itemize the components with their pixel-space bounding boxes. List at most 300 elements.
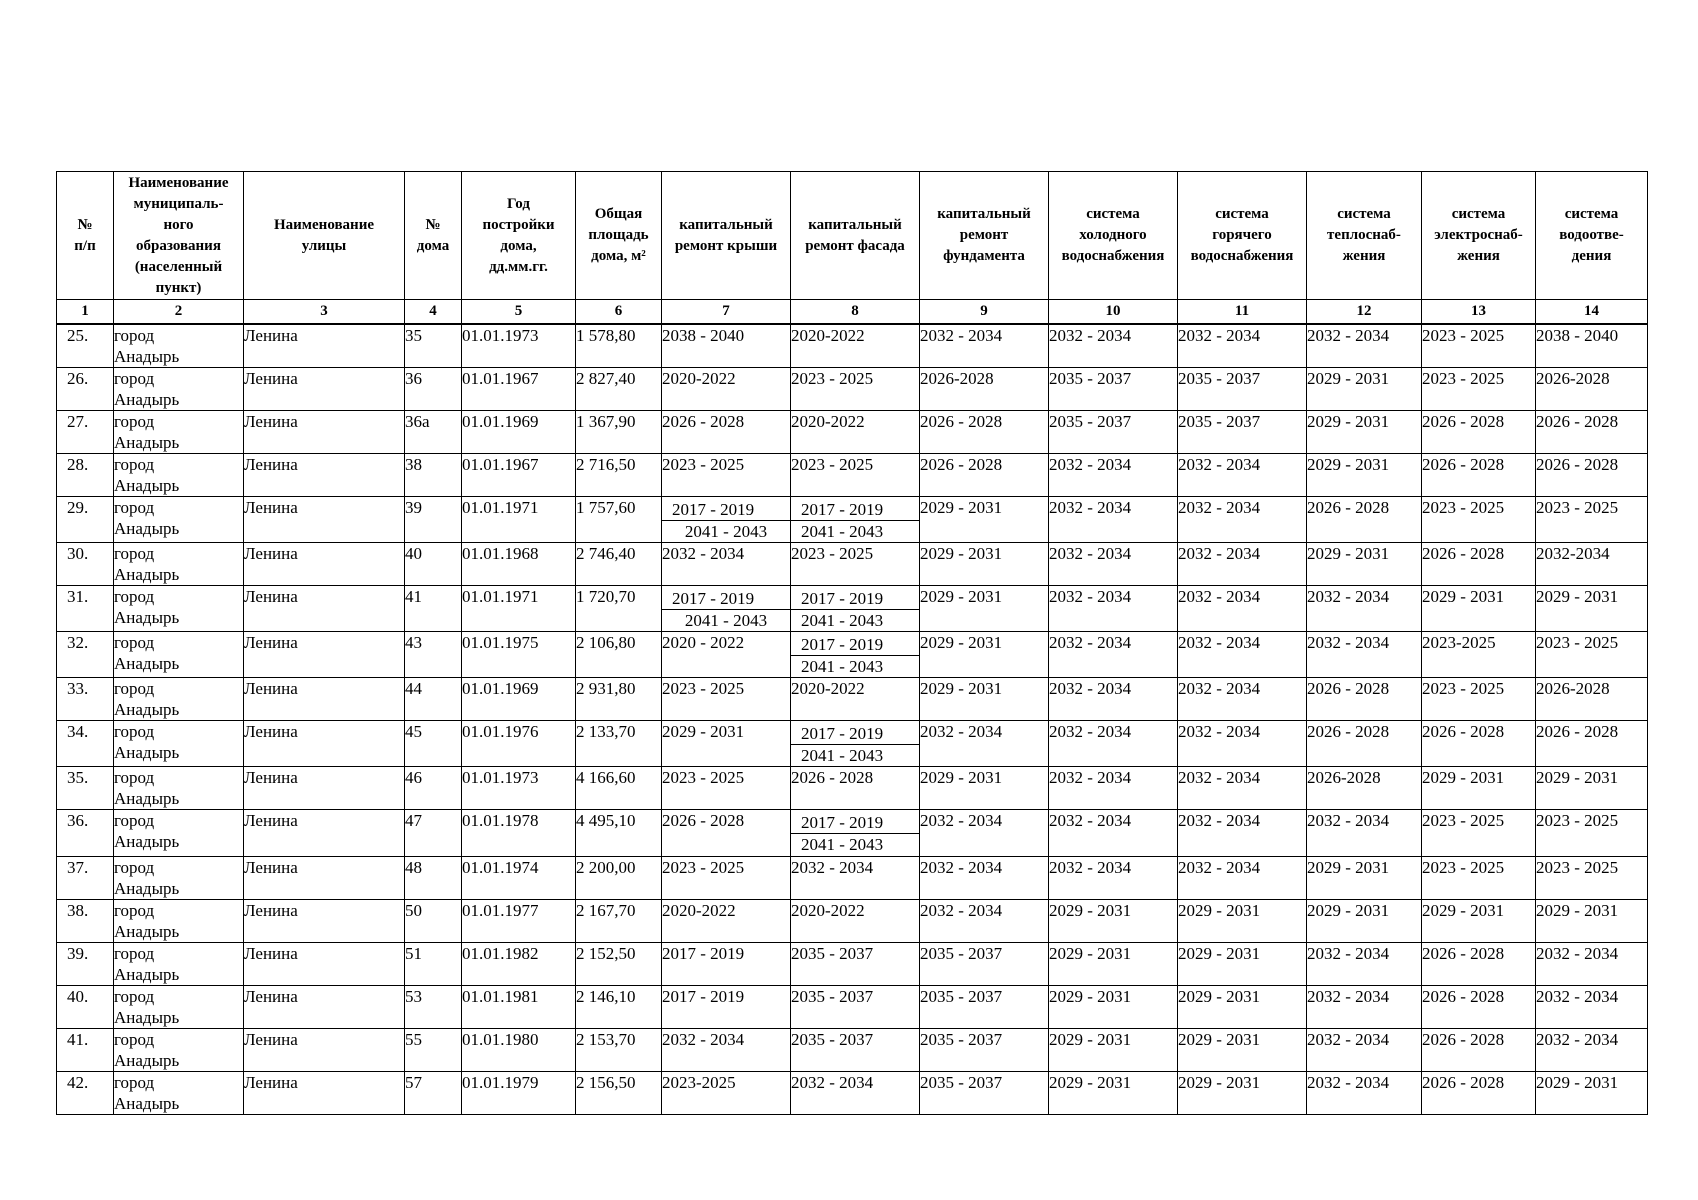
street-cell: Ленина [244, 497, 405, 543]
electric-cell: 2023-2025 [1422, 632, 1536, 678]
build-year-cell: 01.01.1979 [462, 1072, 576, 1115]
drainage-cell: 2029 - 2031 [1536, 900, 1648, 943]
hot-water-cell: 2032 - 2034 [1178, 632, 1307, 678]
period-primary: 2017 - 2019 [791, 497, 919, 521]
electric-cell: 2023 - 2025 [1422, 857, 1536, 900]
facade-repair-cell: 2032 - 2034 [791, 857, 920, 900]
period-secondary: 2041 - 2043 [684, 611, 768, 630]
foundation-repair-cell: 2029 - 2031 [920, 632, 1049, 678]
header-area: Общая площадь дома, м² [576, 172, 662, 300]
header-electric: система электроснаб- жения [1422, 172, 1536, 300]
cold-water-cell: 2029 - 2031 [1049, 1072, 1178, 1115]
period-primary: 2017 - 2019 [662, 586, 790, 610]
build-year-cell: 01.01.1968 [462, 543, 576, 586]
roof-repair-cell: 2023 - 2025 [662, 678, 791, 721]
electric-cell: 2029 - 2031 [1422, 586, 1536, 632]
row-number: 34. [57, 721, 114, 767]
heating-cell: 2029 - 2031 [1307, 543, 1422, 586]
electric-cell: 2026 - 2028 [1422, 543, 1536, 586]
municipality-cell: город Анадырь [114, 986, 244, 1029]
roof-repair-cell: 2020-2022 [662, 900, 791, 943]
foundation-repair-cell: 2032 - 2034 [920, 857, 1049, 900]
cold-water-cell: 2032 - 2034 [1049, 721, 1178, 767]
table-row [57, 543, 1648, 586]
facade-repair-cell: 2023 - 2025 [791, 543, 920, 586]
build-year-cell: 01.01.1974 [462, 857, 576, 900]
house-number-cell: 50 [405, 900, 462, 943]
hot-water-cell: 2032 - 2034 [1178, 721, 1307, 767]
build-year-cell: 01.01.1973 [462, 767, 576, 810]
house-number-cell: 40 [405, 543, 462, 586]
hot-water-cell: 2029 - 2031 [1178, 1029, 1307, 1072]
cold-water-cell: 2032 - 2034 [1049, 678, 1178, 721]
drainage-cell: 2026 - 2028 [1536, 454, 1648, 497]
table-row [57, 632, 1648, 678]
facade-repair-cell: 2020-2022 [791, 678, 920, 721]
header-num: № п/п [57, 172, 114, 300]
area-cell: 2 746,40 [576, 543, 662, 586]
row-number: 28. [57, 454, 114, 497]
cold-water-cell: 2032 - 2034 [1049, 454, 1178, 497]
table-row [57, 411, 1648, 454]
cold-water-cell: 2035 - 2037 [1049, 411, 1178, 454]
hot-water-cell: 2032 - 2034 [1178, 767, 1307, 810]
header-municipality: Наименование муниципаль- ного образования (населенный пункт) [114, 172, 244, 300]
municipality-cell: город Анадырь [114, 767, 244, 810]
hot-water-cell: 2029 - 2031 [1178, 943, 1307, 986]
hot-water-cell: 2029 - 2031 [1178, 1072, 1307, 1115]
municipality-cell: город Анадырь [114, 454, 244, 497]
house-number-cell: 43 [405, 632, 462, 678]
area-cell: 4 166,60 [576, 767, 662, 810]
facade-repair-cell: 2035 - 2037 [791, 943, 920, 986]
drainage-cell: 2029 - 2031 [1536, 1072, 1648, 1115]
municipality-cell: город Анадырь [114, 324, 244, 368]
cold-water-cell: 2032 - 2034 [1049, 767, 1178, 810]
roof-repair-cell: 2038 - 2040 [662, 324, 791, 368]
table-row [57, 586, 1648, 632]
house-number-cell: 47 [405, 810, 462, 857]
area-cell: 2 827,40 [576, 368, 662, 411]
facade-repair-cell: 2020-2022 [791, 900, 920, 943]
house-number-cell: 36а [405, 411, 462, 454]
period-primary: 2017 - 2019 [662, 497, 790, 521]
table-row [57, 324, 1648, 368]
column-number: 10 [1049, 300, 1178, 325]
hot-water-cell: 2032 - 2034 [1178, 543, 1307, 586]
facade-repair-cell: 2026 - 2028 [791, 767, 920, 810]
column-number: 1 [57, 300, 114, 325]
municipality-cell: город Анадырь [114, 632, 244, 678]
table-row [57, 1029, 1648, 1072]
foundation-repair-cell: 2026-2028 [920, 368, 1049, 411]
facade-repair-cell: 2023 - 2025 [791, 454, 920, 497]
street-cell: Ленина [244, 586, 405, 632]
build-year-cell: 01.01.1980 [462, 1029, 576, 1072]
heating-cell: 2029 - 2031 [1307, 454, 1422, 497]
column-number: 13 [1422, 300, 1536, 325]
facade-repair-cell: 2023 - 2025 [791, 368, 920, 411]
area-cell: 2 156,50 [576, 1072, 662, 1115]
table-row [57, 678, 1648, 721]
street-cell: Ленина [244, 411, 405, 454]
roof-repair-cell: 2020-2022 [662, 368, 791, 411]
header-house: № дома [405, 172, 462, 300]
foundation-repair-cell: 2032 - 2034 [920, 900, 1049, 943]
municipality-cell: город Анадырь [114, 1029, 244, 1072]
header-foundation: капитальный ремонт фундамента [920, 172, 1049, 300]
table-row [57, 497, 1648, 543]
heating-cell: 2026-2028 [1307, 767, 1422, 810]
cold-water-cell: 2029 - 2031 [1049, 1029, 1178, 1072]
facade-repair-cell [791, 497, 920, 543]
facade-repair-cell: 2035 - 2037 [791, 1029, 920, 1072]
period-secondary: 2041 - 2043 [684, 522, 768, 541]
drainage-cell: 2032-2034 [1536, 543, 1648, 586]
electric-cell: 2026 - 2028 [1422, 1029, 1536, 1072]
foundation-repair-cell: 2029 - 2031 [920, 678, 1049, 721]
foundation-repair-cell: 2026 - 2028 [920, 454, 1049, 497]
heating-cell: 2026 - 2028 [1307, 721, 1422, 767]
row-number: 36. [57, 810, 114, 857]
foundation-repair-cell: 2029 - 2031 [920, 543, 1049, 586]
heating-cell: 2032 - 2034 [1307, 986, 1422, 1029]
roof-repair-cell [662, 497, 791, 543]
facade-repair-cell: 2035 - 2037 [791, 986, 920, 1029]
drainage-cell: 2029 - 2031 [1536, 586, 1648, 632]
street-cell: Ленина [244, 543, 405, 586]
area-cell: 1 578,80 [576, 324, 662, 368]
drainage-cell: 2023 - 2025 [1536, 632, 1648, 678]
street-cell: Ленина [244, 324, 405, 368]
area-cell: 2 133,70 [576, 721, 662, 767]
period-secondary: 2041 - 2043 [801, 522, 884, 541]
header-street: Наименование улицы [244, 172, 405, 300]
facade-repair-cell: 2020-2022 [791, 324, 920, 368]
period-primary: 2017 - 2019 [791, 721, 919, 745]
table-row [57, 1072, 1648, 1115]
electric-cell: 2023 - 2025 [1422, 678, 1536, 721]
row-number: 32. [57, 632, 114, 678]
foundation-repair-cell: 2032 - 2034 [920, 721, 1049, 767]
row-number: 40. [57, 986, 114, 1029]
heating-cell: 2029 - 2031 [1307, 411, 1422, 454]
foundation-repair-cell: 2035 - 2037 [920, 1072, 1049, 1115]
row-number: 37. [57, 857, 114, 900]
electric-cell: 2023 - 2025 [1422, 810, 1536, 857]
column-number-row [57, 300, 1648, 325]
header-roof: капитальный ремонт крыши [662, 172, 791, 300]
build-year-cell: 01.01.1978 [462, 810, 576, 857]
drainage-cell: 2023 - 2025 [1536, 810, 1648, 857]
foundation-repair-cell: 2029 - 2031 [920, 767, 1049, 810]
house-number-cell: 36 [405, 368, 462, 411]
header-hot-water: система горячего водоснабжения [1178, 172, 1307, 300]
build-year-cell: 01.01.1977 [462, 900, 576, 943]
row-number: 29. [57, 497, 114, 543]
build-year-cell: 01.01.1982 [462, 943, 576, 986]
electric-cell: 2023 - 2025 [1422, 497, 1536, 543]
municipality-cell: город Анадырь [114, 900, 244, 943]
cold-water-cell: 2032 - 2034 [1049, 324, 1178, 368]
column-number: 3 [244, 300, 405, 325]
cold-water-cell: 2032 - 2034 [1049, 586, 1178, 632]
area-cell: 4 495,10 [576, 810, 662, 857]
row-number: 35. [57, 767, 114, 810]
build-year-cell: 01.01.1971 [462, 586, 576, 632]
column-number: 7 [662, 300, 791, 325]
hot-water-cell: 2029 - 2031 [1178, 900, 1307, 943]
street-cell: Ленина [244, 900, 405, 943]
heating-cell: 2029 - 2031 [1307, 900, 1422, 943]
build-year-cell: 01.01.1973 [462, 324, 576, 368]
table-row [57, 857, 1648, 900]
row-number: 38. [57, 900, 114, 943]
hot-water-cell: 2032 - 2034 [1178, 857, 1307, 900]
column-number: 2 [114, 300, 244, 325]
roof-repair-cell: 2023-2025 [662, 1072, 791, 1115]
electric-cell: 2026 - 2028 [1422, 1072, 1536, 1115]
facade-repair-cell: 2032 - 2034 [791, 1072, 920, 1115]
foundation-repair-cell: 2035 - 2037 [920, 943, 1049, 986]
electric-cell: 2026 - 2028 [1422, 943, 1536, 986]
house-number-cell: 53 [405, 986, 462, 1029]
row-number: 39. [57, 943, 114, 986]
facade-repair-cell [791, 721, 920, 767]
drainage-cell: 2026 - 2028 [1536, 721, 1648, 767]
municipality-cell: город Анадырь [114, 497, 244, 543]
row-number: 42. [57, 1072, 114, 1115]
electric-cell: 2023 - 2025 [1422, 368, 1536, 411]
house-number-cell: 57 [405, 1072, 462, 1115]
roof-repair-cell: 2023 - 2025 [662, 857, 791, 900]
cold-water-cell: 2029 - 2031 [1049, 943, 1178, 986]
column-number: 14 [1536, 300, 1648, 325]
area-cell: 2 152,50 [576, 943, 662, 986]
cold-water-cell: 2032 - 2034 [1049, 632, 1178, 678]
area-cell: 2 146,10 [576, 986, 662, 1029]
street-cell: Ленина [244, 632, 405, 678]
header-row [57, 172, 1648, 300]
area-cell: 2 716,50 [576, 454, 662, 497]
table-row [57, 986, 1648, 1029]
street-cell: Ленина [244, 454, 405, 497]
house-number-cell: 51 [405, 943, 462, 986]
repair-schedule-table [56, 171, 1648, 1115]
table-row [57, 767, 1648, 810]
roof-repair-cell: 2032 - 2034 [662, 1029, 791, 1072]
column-number: 8 [791, 300, 920, 325]
facade-repair-cell: 2020-2022 [791, 411, 920, 454]
hot-water-cell: 2032 - 2034 [1178, 810, 1307, 857]
build-year-cell: 01.01.1969 [462, 411, 576, 454]
roof-repair-cell: 2026 - 2028 [662, 411, 791, 454]
period-primary: 2017 - 2019 [791, 586, 919, 610]
drainage-cell: 2026 - 2028 [1536, 411, 1648, 454]
municipality-cell: город Анадырь [114, 368, 244, 411]
electric-cell: 2023 - 2025 [1422, 324, 1536, 368]
drainage-cell: 2023 - 2025 [1536, 497, 1648, 543]
cold-water-cell: 2029 - 2031 [1049, 986, 1178, 1029]
cold-water-cell: 2032 - 2034 [1049, 857, 1178, 900]
street-cell: Ленина [244, 986, 405, 1029]
row-number: 41. [57, 1029, 114, 1072]
roof-repair-cell: 2023 - 2025 [662, 767, 791, 810]
table-row [57, 900, 1648, 943]
foundation-repair-cell: 2029 - 2031 [920, 586, 1049, 632]
column-number: 12 [1307, 300, 1422, 325]
column-number: 9 [920, 300, 1049, 325]
heating-cell: 2032 - 2034 [1307, 1072, 1422, 1115]
house-number-cell: 45 [405, 721, 462, 767]
heating-cell: 2026 - 2028 [1307, 497, 1422, 543]
house-number-cell: 35 [405, 324, 462, 368]
drainage-cell: 2026-2028 [1536, 678, 1648, 721]
table-body [57, 324, 1648, 1115]
period-primary: 2017 - 2019 [791, 810, 919, 834]
municipality-cell: город Анадырь [114, 411, 244, 454]
facade-repair-cell [791, 586, 920, 632]
header-drainage: система водоотве- дения [1536, 172, 1648, 300]
area-cell: 2 106,80 [576, 632, 662, 678]
drainage-cell: 2032 - 2034 [1536, 943, 1648, 986]
foundation-repair-cell: 2035 - 2037 [920, 1029, 1049, 1072]
house-number-cell: 55 [405, 1029, 462, 1072]
period-secondary: 2041 - 2043 [801, 746, 884, 765]
municipality-cell: город Анадырь [114, 943, 244, 986]
row-number: 30. [57, 543, 114, 586]
build-year-cell: 01.01.1969 [462, 678, 576, 721]
roof-repair-cell: 2026 - 2028 [662, 810, 791, 857]
roof-repair-cell: 2023 - 2025 [662, 454, 791, 497]
roof-repair-cell: 2017 - 2019 [662, 986, 791, 1029]
area-cell: 2 931,80 [576, 678, 662, 721]
heating-cell: 2032 - 2034 [1307, 586, 1422, 632]
heating-cell: 2026 - 2028 [1307, 678, 1422, 721]
municipality-cell: город Анадырь [114, 721, 244, 767]
facade-repair-cell [791, 810, 920, 857]
electric-cell: 2029 - 2031 [1422, 767, 1536, 810]
heating-cell: 2032 - 2034 [1307, 632, 1422, 678]
row-number: 26. [57, 368, 114, 411]
electric-cell: 2029 - 2031 [1422, 900, 1536, 943]
build-year-cell: 01.01.1976 [462, 721, 576, 767]
drainage-cell: 2023 - 2025 [1536, 857, 1648, 900]
drainage-cell: 2032 - 2034 [1536, 986, 1648, 1029]
house-number-cell: 38 [405, 454, 462, 497]
hot-water-cell: 2032 - 2034 [1178, 454, 1307, 497]
cold-water-cell: 2032 - 2034 [1049, 810, 1178, 857]
house-number-cell: 44 [405, 678, 462, 721]
street-cell: Ленина [244, 721, 405, 767]
area-cell: 1 757,60 [576, 497, 662, 543]
street-cell: Ленина [244, 1072, 405, 1115]
table-row [57, 943, 1648, 986]
foundation-repair-cell: 2032 - 2034 [920, 810, 1049, 857]
period-secondary: 2041 - 2043 [801, 657, 884, 676]
build-year-cell: 01.01.1967 [462, 368, 576, 411]
hot-water-cell: 2032 - 2034 [1178, 324, 1307, 368]
build-year-cell: 01.01.1981 [462, 986, 576, 1029]
area-cell: 2 153,70 [576, 1029, 662, 1072]
hot-water-cell: 2032 - 2034 [1178, 497, 1307, 543]
street-cell: Ленина [244, 857, 405, 900]
heating-cell: 2032 - 2034 [1307, 943, 1422, 986]
table-row [57, 721, 1648, 767]
municipality-cell: город Анадырь [114, 678, 244, 721]
street-cell: Ленина [244, 678, 405, 721]
house-number-cell: 48 [405, 857, 462, 900]
area-cell: 2 200,00 [576, 857, 662, 900]
cold-water-cell: 2032 - 2034 [1049, 543, 1178, 586]
cold-water-cell: 2029 - 2031 [1049, 900, 1178, 943]
heating-cell: 2029 - 2031 [1307, 368, 1422, 411]
table-row [57, 368, 1648, 411]
drainage-cell: 2038 - 2040 [1536, 324, 1648, 368]
foundation-repair-cell: 2035 - 2037 [920, 986, 1049, 1029]
table-row [57, 810, 1648, 857]
electric-cell: 2026 - 2028 [1422, 986, 1536, 1029]
column-number: 6 [576, 300, 662, 325]
period-secondary: 2041 - 2043 [801, 611, 884, 630]
row-number: 33. [57, 678, 114, 721]
header-facade: капитальный ремонт фасада [791, 172, 920, 300]
foundation-repair-cell: 2032 - 2034 [920, 324, 1049, 368]
table-row [57, 454, 1648, 497]
area-cell: 1 367,90 [576, 411, 662, 454]
heating-cell: 2032 - 2034 [1307, 810, 1422, 857]
area-cell: 1 720,70 [576, 586, 662, 632]
roof-repair-cell: 2020 - 2022 [662, 632, 791, 678]
foundation-repair-cell: 2029 - 2031 [920, 497, 1049, 543]
build-year-cell: 01.01.1967 [462, 454, 576, 497]
heating-cell: 2029 - 2031 [1307, 857, 1422, 900]
drainage-cell: 2032 - 2034 [1536, 1029, 1648, 1072]
row-number: 27. [57, 411, 114, 454]
municipality-cell: город Анадырь [114, 810, 244, 857]
period-secondary: 2041 - 2043 [801, 835, 884, 854]
municipality-cell: город Анадырь [114, 543, 244, 586]
roof-repair-cell [662, 586, 791, 632]
hot-water-cell: 2029 - 2031 [1178, 986, 1307, 1029]
column-number: 4 [405, 300, 462, 325]
house-number-cell: 41 [405, 586, 462, 632]
street-cell: Ленина [244, 1029, 405, 1072]
street-cell: Ленина [244, 810, 405, 857]
hot-water-cell: 2032 - 2034 [1178, 678, 1307, 721]
municipality-cell: город Анадырь [114, 586, 244, 632]
area-cell: 2 167,70 [576, 900, 662, 943]
roof-repair-cell: 2032 - 2034 [662, 543, 791, 586]
house-number-cell: 46 [405, 767, 462, 810]
build-year-cell: 01.01.1971 [462, 497, 576, 543]
hot-water-cell: 2035 - 2037 [1178, 368, 1307, 411]
cold-water-cell: 2035 - 2037 [1049, 368, 1178, 411]
column-number: 11 [1178, 300, 1307, 325]
roof-repair-cell: 2029 - 2031 [662, 721, 791, 767]
heating-cell: 2032 - 2034 [1307, 324, 1422, 368]
period-primary: 2017 - 2019 [791, 632, 919, 656]
header-cold-water: система холодного водоснабжения [1049, 172, 1178, 300]
foundation-repair-cell: 2026 - 2028 [920, 411, 1049, 454]
facade-repair-cell [791, 632, 920, 678]
drainage-cell: 2029 - 2031 [1536, 767, 1648, 810]
roof-repair-cell: 2017 - 2019 [662, 943, 791, 986]
house-number-cell: 39 [405, 497, 462, 543]
electric-cell: 2026 - 2028 [1422, 454, 1536, 497]
header-year: Год постройки дома, дд.мм.гг. [462, 172, 576, 300]
header-heating: система теплоснаб- жения [1307, 172, 1422, 300]
